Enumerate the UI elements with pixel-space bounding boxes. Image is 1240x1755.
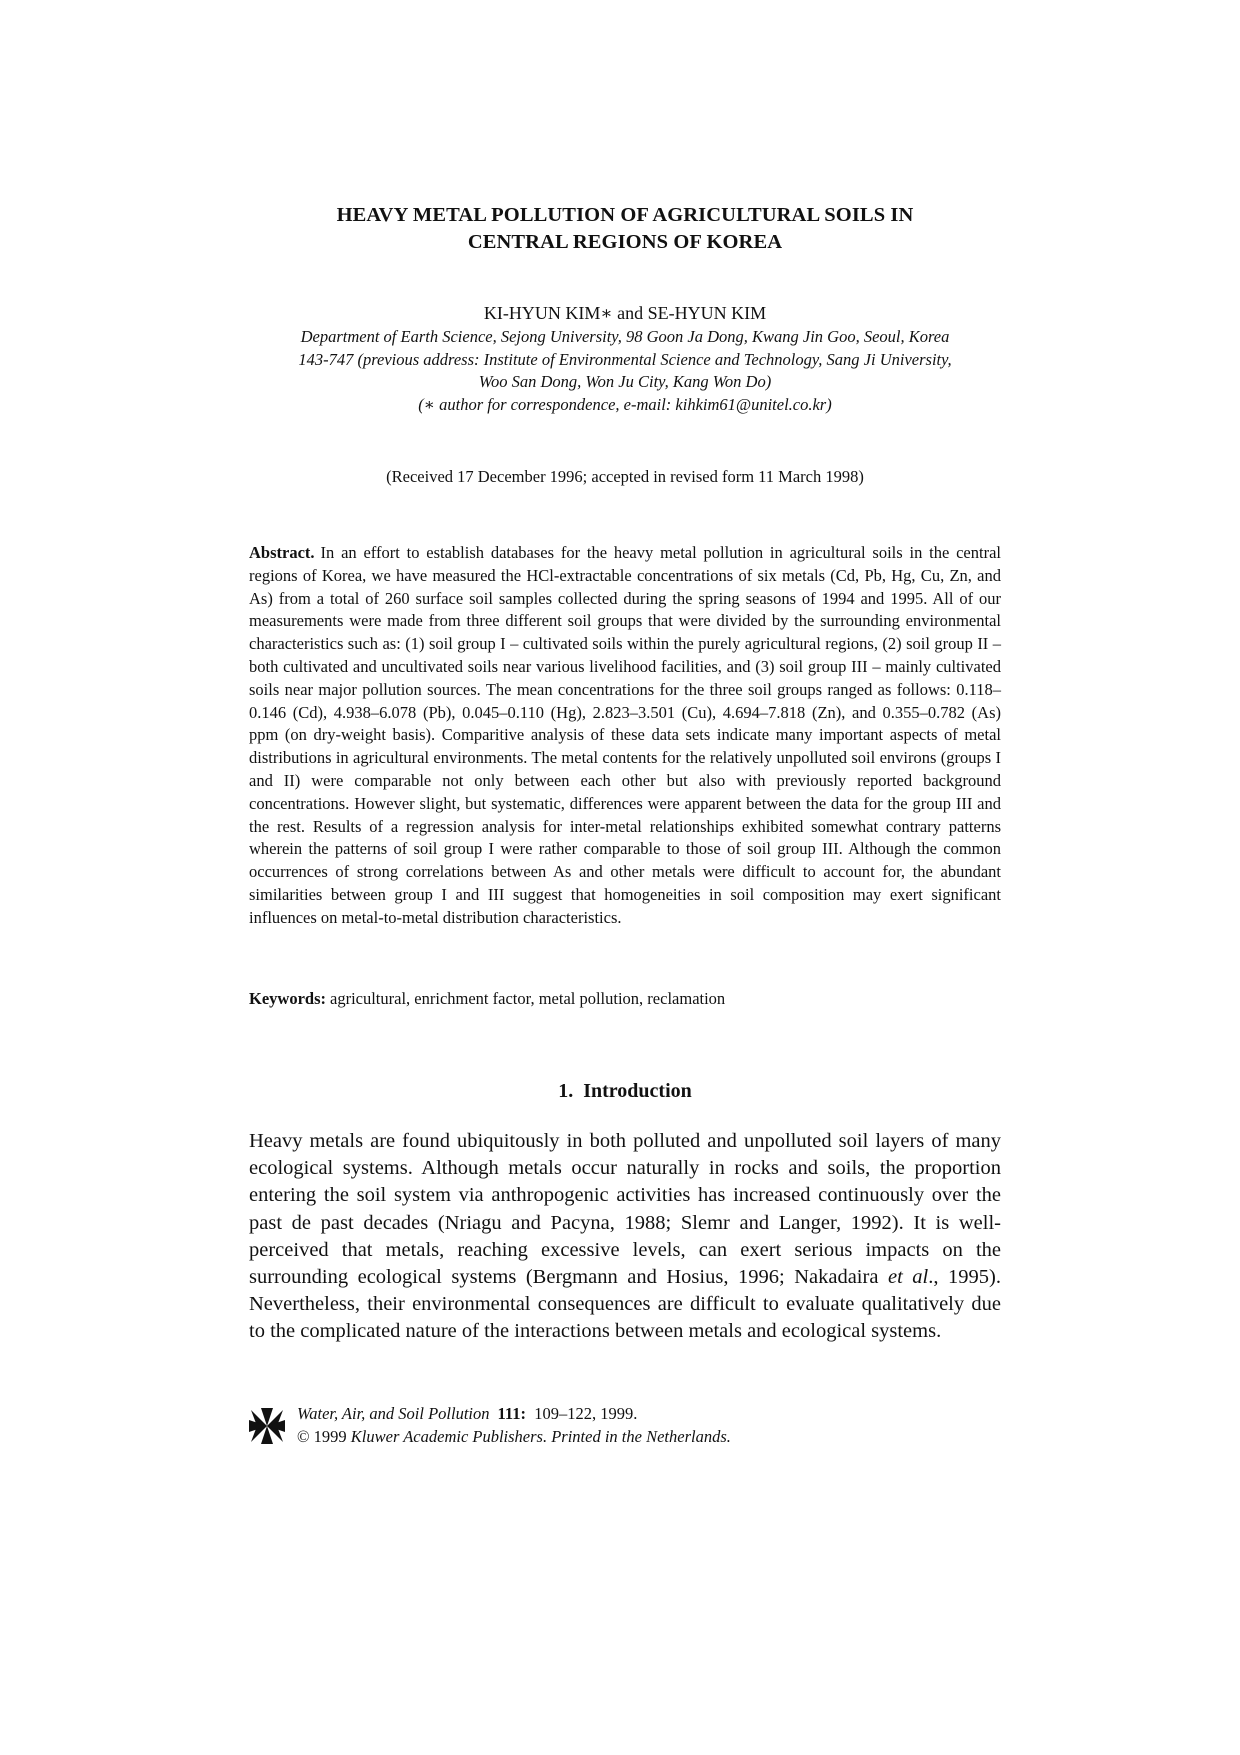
abstract xyxy=(249,542,1001,930)
correspondence-line: (∗ author for correspondence, e-mail: kihkim61@unitel.co.kr) xyxy=(418,394,832,414)
title-line-1: HEAVY METAL POLLUTION OF AGRICULTURAL SOILS IN xyxy=(336,204,914,226)
publisher-text: Kluwer Academic Publishers. Printed in the Netherlands. xyxy=(350,1427,731,1446)
copyright-line xyxy=(297,1425,731,1448)
title-line-2: CENTRAL REGIONS OF KOREA xyxy=(467,231,783,253)
section-number: 1. xyxy=(558,1080,574,1102)
journal-footer xyxy=(249,1402,1009,1462)
journal-pages: 109–122, 1999. xyxy=(534,1404,638,1423)
journal-volume: 111: xyxy=(497,1404,526,1423)
received-dates: (Received 17 December 1996; accepted in revised form 11 March 1998) xyxy=(386,467,864,486)
section-heading-introduction xyxy=(250,1078,1000,1104)
footer-lines xyxy=(297,1402,731,1448)
keywords-label: Keywords: xyxy=(249,989,326,1008)
paragraph-etal: et al xyxy=(887,1266,929,1289)
affiliation-line-2: 143-747 (previous address: Institute of Environmental Science and Technology, Sang Ji University, xyxy=(298,349,952,369)
copyright-year: © 1999 xyxy=(297,1427,347,1446)
introduction-paragraph xyxy=(249,1128,1001,1346)
citation-line xyxy=(297,1402,731,1425)
keywords xyxy=(249,988,1001,1010)
affiliation-line-1: Department of Earth Science, Sejong University, 98 Goon Ja Dong, Kwang Jin Goo, Seoul, Korea xyxy=(300,327,950,346)
paragraph-text-part-2: ., 1995). Nevertheless, their environmental consequences are difficult to evaluate qualitatively due to the complicated nature of the interactions between metals and ecological systems. xyxy=(249,1266,1001,1343)
affiliation-line-3: Woo San Dong, Won Ju City, Kang Won Do) xyxy=(478,372,772,391)
abstract-label: Abstract. xyxy=(249,543,315,562)
kluwer-logo-icon xyxy=(249,1406,285,1446)
paragraph-text-part-1: Heavy metals are found ubiquitously in both polluted and unpolluted soil layers of many ecological systems. Although metals occur naturally in rocks and soils, the proportion entering the soil system via anthropogenic activities has increased continuously over the past de past decades (Nriagu and Pacyna, 1988; Slemr and Langer, 1992). It is well-perceived that metals, reaching excessive levels, can exert serious impacts on the surrounding ecological systems (Bergmann and Hosius, 1996; Nakadaira xyxy=(249,1130,1001,1289)
author-names: KI-HYUN KIM∗ and SE-HYUN KIM xyxy=(483,303,767,323)
section-title: Introduction xyxy=(583,1080,692,1102)
author-affiliation xyxy=(240,326,1010,416)
keywords-text: agricultural, enrichment factor, metal pollution, reclamation xyxy=(330,989,726,1008)
abstract-text: In an effort to establish databases for the heavy metal pollution in agricultural soils in the central regions of Korea, we have measured the HCl-extractable concentrations of six metals (Cd, Pb, Hg, Cu, Zn, and As) from a total of 260 surface soil samples collected during the spring seasons of 1994 and 1995. All of our measurements were made from three different soil groups that were divided by the surrounding environmental characteristics such as: (1) soil group I – cultivated soils within the purely agricultural regions, (2) soil group II – both cultivated and uncultivated soils near various livelihood facilities, and (3) soil group III – mainly cultivated soils near major pollution sources. The mean concentrations for the three soil groups ranged as follows: 0.118–0.146 (Cd), 4.938–6.078 (Pb), 0.045–0.110 (Hg), 2.823–3.501 (Cu), 4.694–7.818 (Zn), and 0.355–0.782 (As) ppm (on dry-weight basis). Comparitive analysis of these data sets indicate many important aspects of metal distributions in agricultural environments. The metal contents for the relatively unpolluted soil environs (groups I and II) were comparable not only between each other but also with previously reported background concentrations. However slight, but systematic, differences were apparent between the data for the group III and the rest. Results of a regression analysis for inter-metal relationships exhibited somewhat contrary patterns wherein the patterns of soil group I were rather comparable to those of soil group III. Although the common occurrences of strong correlations between As and other metals were difficult to account for, the abundant similarities between group I and III suggest that homogeneities in soil composition may exert significant influences on metal-to-metal distribution characteristics. xyxy=(249,543,1001,927)
journal-name: Water, Air, and Soil Pollution xyxy=(297,1404,490,1423)
paper-title xyxy=(250,202,1000,256)
